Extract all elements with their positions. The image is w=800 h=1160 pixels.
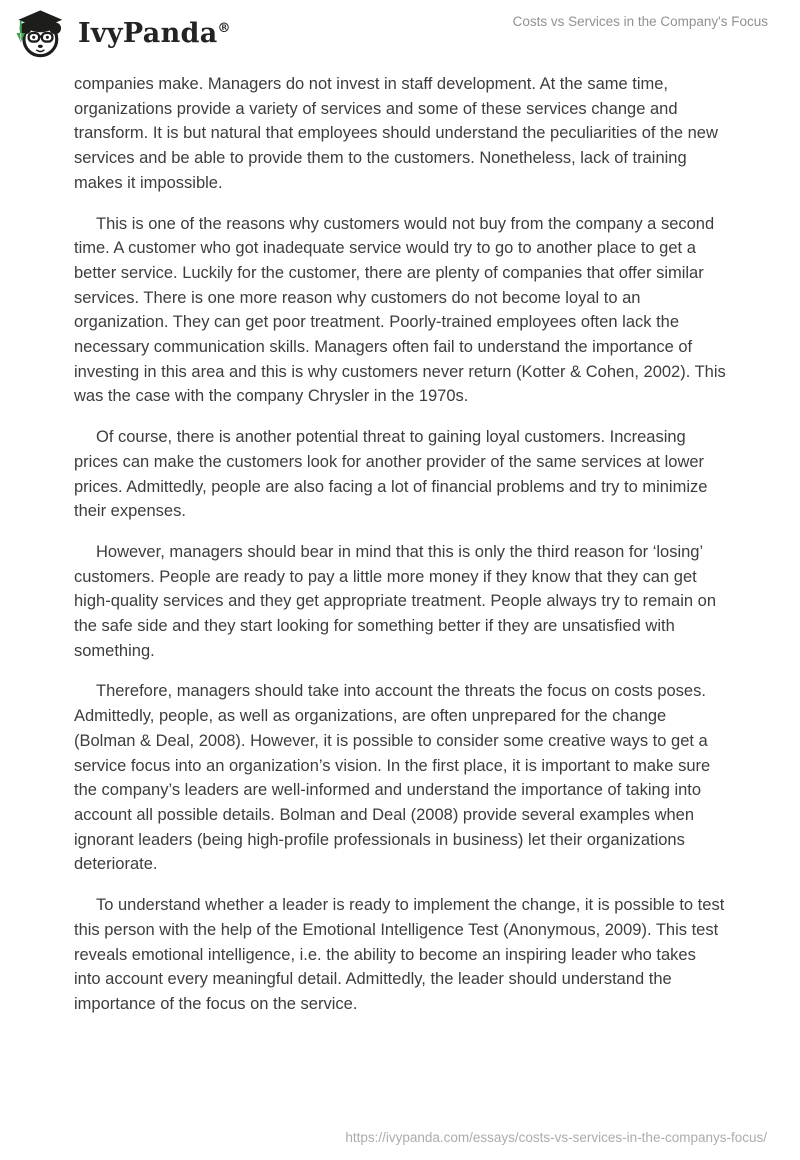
brand-text: IvyPanda <box>78 17 218 49</box>
paragraph: However, managers should bear in mind that this is only the third reason for ‘losing’ customers. People are ready to pay a little more money if they know that they can get high-quality services and they get appropriate treatment. People always try to remain on the safe side and they start looking for something better if they are unsatisfied with something. <box>74 542 717 660</box>
panda-graduation-cap-logo-icon <box>13 7 63 59</box>
paragraph: companies make. Managers do not invest in staff development. At the same time, organizations provide a variety of services and some of these services change and transform. It is but natural that employees should understand the peculiarities of the new services and be able to provide them to the customers. Nonetheless, lack of training makes it impossible. <box>74 75 718 192</box>
document-title: Costs vs Services in the Company's Focus <box>512 14 768 29</box>
registered-trademark-symbol: ® <box>217 20 231 36</box>
ivypanda-brand <box>13 7 231 59</box>
essay-body <box>74 72 727 1033</box>
paragraph: Of course, there is another potential threat to gaining loyal customers. Increasing prices can make the customers look for another provider of the same services at lower prices. Admittedly, people are also facing a lot of financial problems and try to minimize their expenses. <box>74 428 708 521</box>
paragraph: This is one of the reasons why customers would not buy from the company a second time. A customer who got inadequate service would try to go to another place to get a better service. Luckily for the customer, there are plenty of companies that offer similar services. There is one more reason why customers do not become loyal to an organization. They can get poor treatment. Poorly-trained employees often lack the necessary communication skills. Managers often fail to understand the importance of investing in this area and this is why customers never return (Kotter & Cohen, 2002). This was the case with the company Chrysler in the 1970s. <box>74 214 726 406</box>
brand-wordmark <box>78 17 231 49</box>
paragraph: To understand whether a leader is ready to implement the change, it is possible to test this person with the help of the Emotional Intelligence Test (Anonymous, 2009). This test reveals emotional intelligence, i.e. the ability to become an inspiring leader who takes into account every meaningful detail. Admittedly, the leader should understand the importance of the focus on the service. <box>74 896 725 1013</box>
source-url-link[interactable]: https://ivypanda.com/essays/costs-vs-services-in-the-companys-focus/ <box>345 1130 767 1145</box>
paragraph: Therefore, managers should take into account the threats the focus on costs poses. Admittedly, people, as well as organizations, are often unprepared for the change (Bolman & Deal, 2008). However, it is possible to consider some creative ways to get a service focus into an organization’s vision. In the first place, it is important to make sure the company’s leaders are well-informed and understand the importance of taking into account all possible details. Bolman and Deal (2008) provide several examples when ignorant leaders (being high-profile professionals in business) let their organizations deteriorate. <box>74 682 711 874</box>
page-header <box>0 0 800 66</box>
